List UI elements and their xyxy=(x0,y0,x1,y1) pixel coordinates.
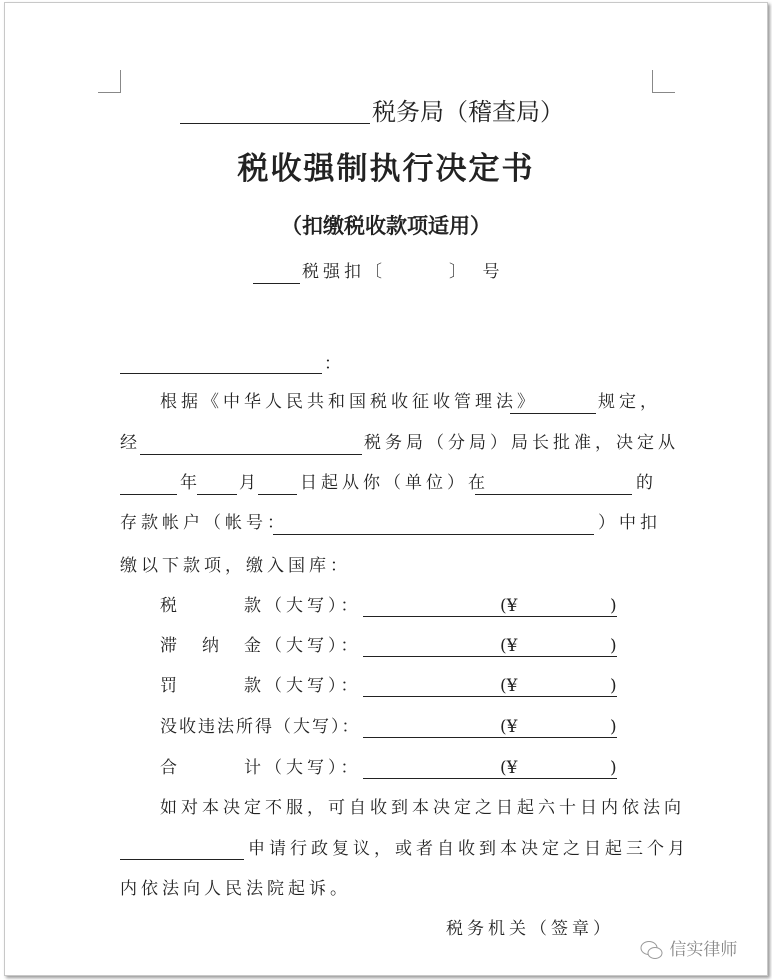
paragraph-text: ）中扣 xyxy=(598,513,661,533)
paragraph-text: 日起从你（单位）在 xyxy=(300,473,489,493)
paragraph-text: 如对本决定不服，可自收到本决定之日起六十日内依法向 xyxy=(160,798,685,818)
item-label: 罚 款（大写）： xyxy=(160,676,362,696)
yen-label: (¥ xyxy=(500,596,518,616)
watermark-text: 信实律师 xyxy=(669,940,738,960)
amount-blank xyxy=(363,778,617,779)
amount-blank xyxy=(363,696,617,697)
paragraph-text: 根据《中华人民共和国税收征收管理法》 xyxy=(160,392,538,412)
paragraph-text: 存款帐户（帐号： xyxy=(120,513,288,533)
colon: ： xyxy=(324,354,341,374)
yen-label: (¥ xyxy=(500,636,518,656)
amount-blank xyxy=(363,737,617,738)
bureau-heading: 税务局（稽查局） xyxy=(372,98,564,126)
wechat-icon xyxy=(640,940,664,960)
yen-label: (¥ xyxy=(500,676,518,696)
amount-blank xyxy=(363,656,617,657)
item-label: 税 款（大写）： xyxy=(160,596,362,616)
signature-label: 税务机关（签章） xyxy=(446,919,614,939)
paragraph-text: 经 xyxy=(120,433,137,453)
yen-label: (¥ xyxy=(500,758,518,778)
document-title: 税收强制执行决定书 xyxy=(237,151,535,187)
year-blank xyxy=(120,494,177,495)
paragraph-text: 月 xyxy=(239,473,256,493)
day-blank xyxy=(258,494,297,495)
review-agency-blank xyxy=(120,859,244,860)
blank-line xyxy=(510,413,596,414)
paren: ) xyxy=(610,717,617,737)
document-number: 税强扣〔 〕 号 xyxy=(302,262,504,282)
paragraph-text: 的 xyxy=(636,473,653,493)
month-blank xyxy=(197,494,237,495)
paren: ) xyxy=(610,596,617,616)
item-label: 滞 纳 金（大写）： xyxy=(160,636,362,656)
paragraph-text: 缴以下款项，缴入国库： xyxy=(120,556,351,576)
paren: ) xyxy=(610,676,617,696)
paragraph-text: 年 xyxy=(180,473,197,493)
margin-corner-mark xyxy=(98,70,121,93)
item-label: 合 计（大写）： xyxy=(160,758,362,778)
account-blank xyxy=(273,534,594,535)
bank-blank xyxy=(475,494,632,495)
document-subtitle: （扣缴税收款项适用） xyxy=(281,213,491,238)
paragraph-text: 内依法向人民法院起诉。 xyxy=(120,879,351,899)
item-label: 没收违法所得（大写）： xyxy=(160,717,361,737)
doc-prefix-blank xyxy=(253,283,300,284)
amount-blank xyxy=(363,616,617,617)
paren: ) xyxy=(610,758,617,778)
margin-corner-mark xyxy=(652,70,675,93)
paragraph-text: 税务局（分局）局长批准，决定从 xyxy=(364,433,679,453)
addressee-blank xyxy=(120,373,322,374)
paren: ) xyxy=(610,636,617,656)
yen-label: (¥ xyxy=(500,717,518,737)
paragraph-text: 规定， xyxy=(598,392,661,412)
bureau-blank xyxy=(180,123,370,124)
blank-line xyxy=(140,454,362,455)
paragraph-text: 申请行政复议，或者自收到本决定之日起三个月 xyxy=(248,839,689,859)
watermark xyxy=(640,935,737,960)
